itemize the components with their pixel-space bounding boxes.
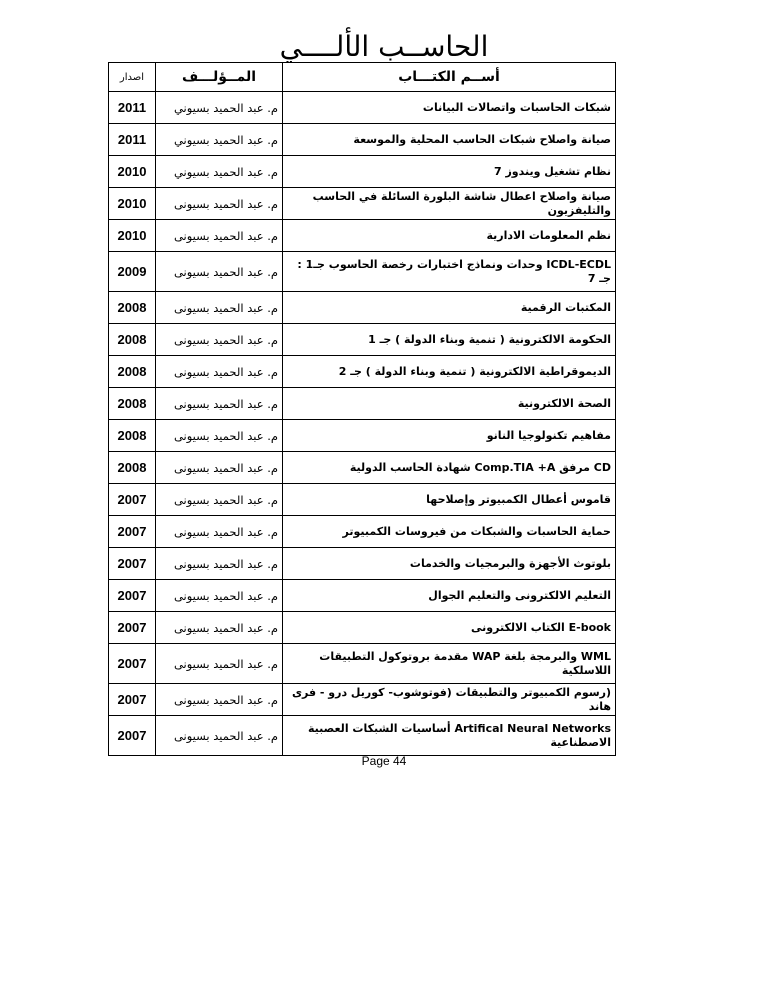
book-title-cell: ICDL-ECDL وحدات ونماذج اختبارات رخصة الحاسوب جـ1 : جـ 7 — [283, 252, 616, 292]
book-title-cell: بلوتوث الأجهزة والبرمجيات والخدمات — [283, 548, 616, 580]
year-cell: 2010 — [109, 156, 156, 188]
table-row — [109, 644, 616, 684]
book-title-cell: الحكومة الالكترونية ( تنمية وبناء الدولة ) جـ 1 — [283, 324, 616, 356]
author-cell: م. عبد الحميد بسيونى — [156, 252, 283, 292]
year-cell: 2007 — [109, 516, 156, 548]
year-cell: 2011 — [109, 92, 156, 124]
table-row — [109, 420, 616, 452]
author-cell: م. عبد الحميد بسيونى — [156, 388, 283, 420]
table-row — [109, 124, 616, 156]
author-cell: م. عبد الحميد بسيونى — [156, 324, 283, 356]
book-title-cell: Artifical Neural Networks أساسيات الشبكات العصبية الاصطناعية — [283, 716, 616, 756]
year-cell: 2010 — [109, 220, 156, 252]
table-row — [109, 92, 616, 124]
books-table — [108, 62, 616, 756]
year-cell: 2007 — [109, 716, 156, 756]
author-cell: م. عبد الحميد بسيوني — [156, 92, 283, 124]
author-cell: م. عبد الحميد بسيونى — [156, 644, 283, 684]
book-title-cell: صيانة واصلاح شبكات الحاسب المحلية والموسعة — [283, 124, 616, 156]
author-cell: م. عبد الحميد بسيونى — [156, 452, 283, 484]
table-row — [109, 452, 616, 484]
book-title-cell: المكتبات الرقمية — [283, 292, 616, 324]
author-cell: م. عبد الحميد بسيونى — [156, 356, 283, 388]
author-cell: م. عبد الحميد بسيونى — [156, 292, 283, 324]
book-title-cell: E-book الكتاب الالكترونى — [283, 612, 616, 644]
book-title-cell: WML والبرمجة بلغة WAP مقدمة بروتوكول التطبيقات اللاسلكية — [283, 644, 616, 684]
book-title-cell: الصحة الالكترونية — [283, 388, 616, 420]
year-cell: 2010 — [109, 188, 156, 220]
year-cell: 2011 — [109, 124, 156, 156]
table-row — [109, 292, 616, 324]
table-row — [109, 356, 616, 388]
author-cell: م. عبد الحميد بسيونى — [156, 420, 283, 452]
book-title-cell: صيانة واصلاح اعطال شاشة البلورة السائلة في الحاسب والتليفزيون — [283, 188, 616, 220]
author-cell: م. عبد الحميد بسيونى — [156, 548, 283, 580]
book-title-cell: التعليم الالكترونى والتعليم الجوال — [283, 580, 616, 612]
page-number: Page 44 — [361, 754, 407, 768]
book-title-cell: قاموس أعطال الكمبيوتر وإصلاحها — [283, 484, 616, 516]
year-cell: 2007 — [109, 684, 156, 716]
table-row — [109, 388, 616, 420]
book-title-cell: حماية الحاسبات والشبكات من فيروسات الكمبيوتر — [283, 516, 616, 548]
table-row — [109, 324, 616, 356]
table-row — [109, 580, 616, 612]
table-row — [109, 612, 616, 644]
year-cell: 2008 — [109, 356, 156, 388]
author-cell: م. عبد الحميد بسيونى — [156, 516, 283, 548]
year-cell: 2007 — [109, 484, 156, 516]
author-cell: م. عبد الحميد بسيوني — [156, 156, 283, 188]
author-cell: م. عبد الحميد بسيونى — [156, 220, 283, 252]
year-cell: 2008 — [109, 420, 156, 452]
book-title-cell: نظام تشغيل ويندوز 7 — [283, 156, 616, 188]
table-row — [109, 188, 616, 220]
year-cell: 2007 — [109, 644, 156, 684]
author-cell: م. عبد الحميد بسيوني — [156, 124, 283, 156]
header-author: المــؤلـــف — [156, 63, 283, 92]
year-cell: 2007 — [109, 548, 156, 580]
author-cell: م. عبد الحميد بسيونى — [156, 612, 283, 644]
year-cell: 2009 — [109, 252, 156, 292]
table-row — [109, 156, 616, 188]
table-row — [109, 548, 616, 580]
author-cell: م. عبد الحميد بسيونى — [156, 580, 283, 612]
table-row — [109, 484, 616, 516]
author-cell: م. عبد الحميد بسيونى — [156, 716, 283, 756]
header-title: أســم الكتـــاب — [283, 63, 616, 92]
table-row — [109, 684, 616, 716]
book-title-cell: شبكات الحاسبات واتصالات البيانات — [283, 92, 616, 124]
table-row — [109, 252, 616, 292]
book-title-cell: (رسوم الكمبيوتر والتطبيقات (فوتوشوب- كوريل درو - فرى هاند — [283, 684, 616, 716]
author-cell: م. عبد الحميد بسيونى — [156, 684, 283, 716]
author-cell: م. عبد الحميد بسيونى — [156, 188, 283, 220]
table-header-row — [109, 63, 616, 92]
year-cell: 2008 — [109, 388, 156, 420]
year-cell: 2008 — [109, 324, 156, 356]
table-row — [109, 220, 616, 252]
table-row — [109, 516, 616, 548]
book-title-cell: نظم المعلومات الادارية — [283, 220, 616, 252]
year-cell: 2008 — [109, 292, 156, 324]
table-row — [109, 716, 616, 756]
year-cell: 2007 — [109, 612, 156, 644]
book-title-cell: الديموقراطية الالكترونية ( تنمية وبناء الدولة ) جـ 2 — [283, 356, 616, 388]
header-year: اصدار — [109, 63, 156, 92]
table-body — [109, 92, 616, 756]
book-title-cell: CD مرفق Comp.TIA +A شهادة الحاسب الدولية — [283, 452, 616, 484]
year-cell: 2008 — [109, 452, 156, 484]
author-cell: م. عبد الحميد بسيونى — [156, 484, 283, 516]
year-cell: 2007 — [109, 580, 156, 612]
book-title-cell: مفاهيم تكنولوجيا النانو — [283, 420, 616, 452]
page-title: الحاســب الألــــي — [279, 30, 489, 63]
